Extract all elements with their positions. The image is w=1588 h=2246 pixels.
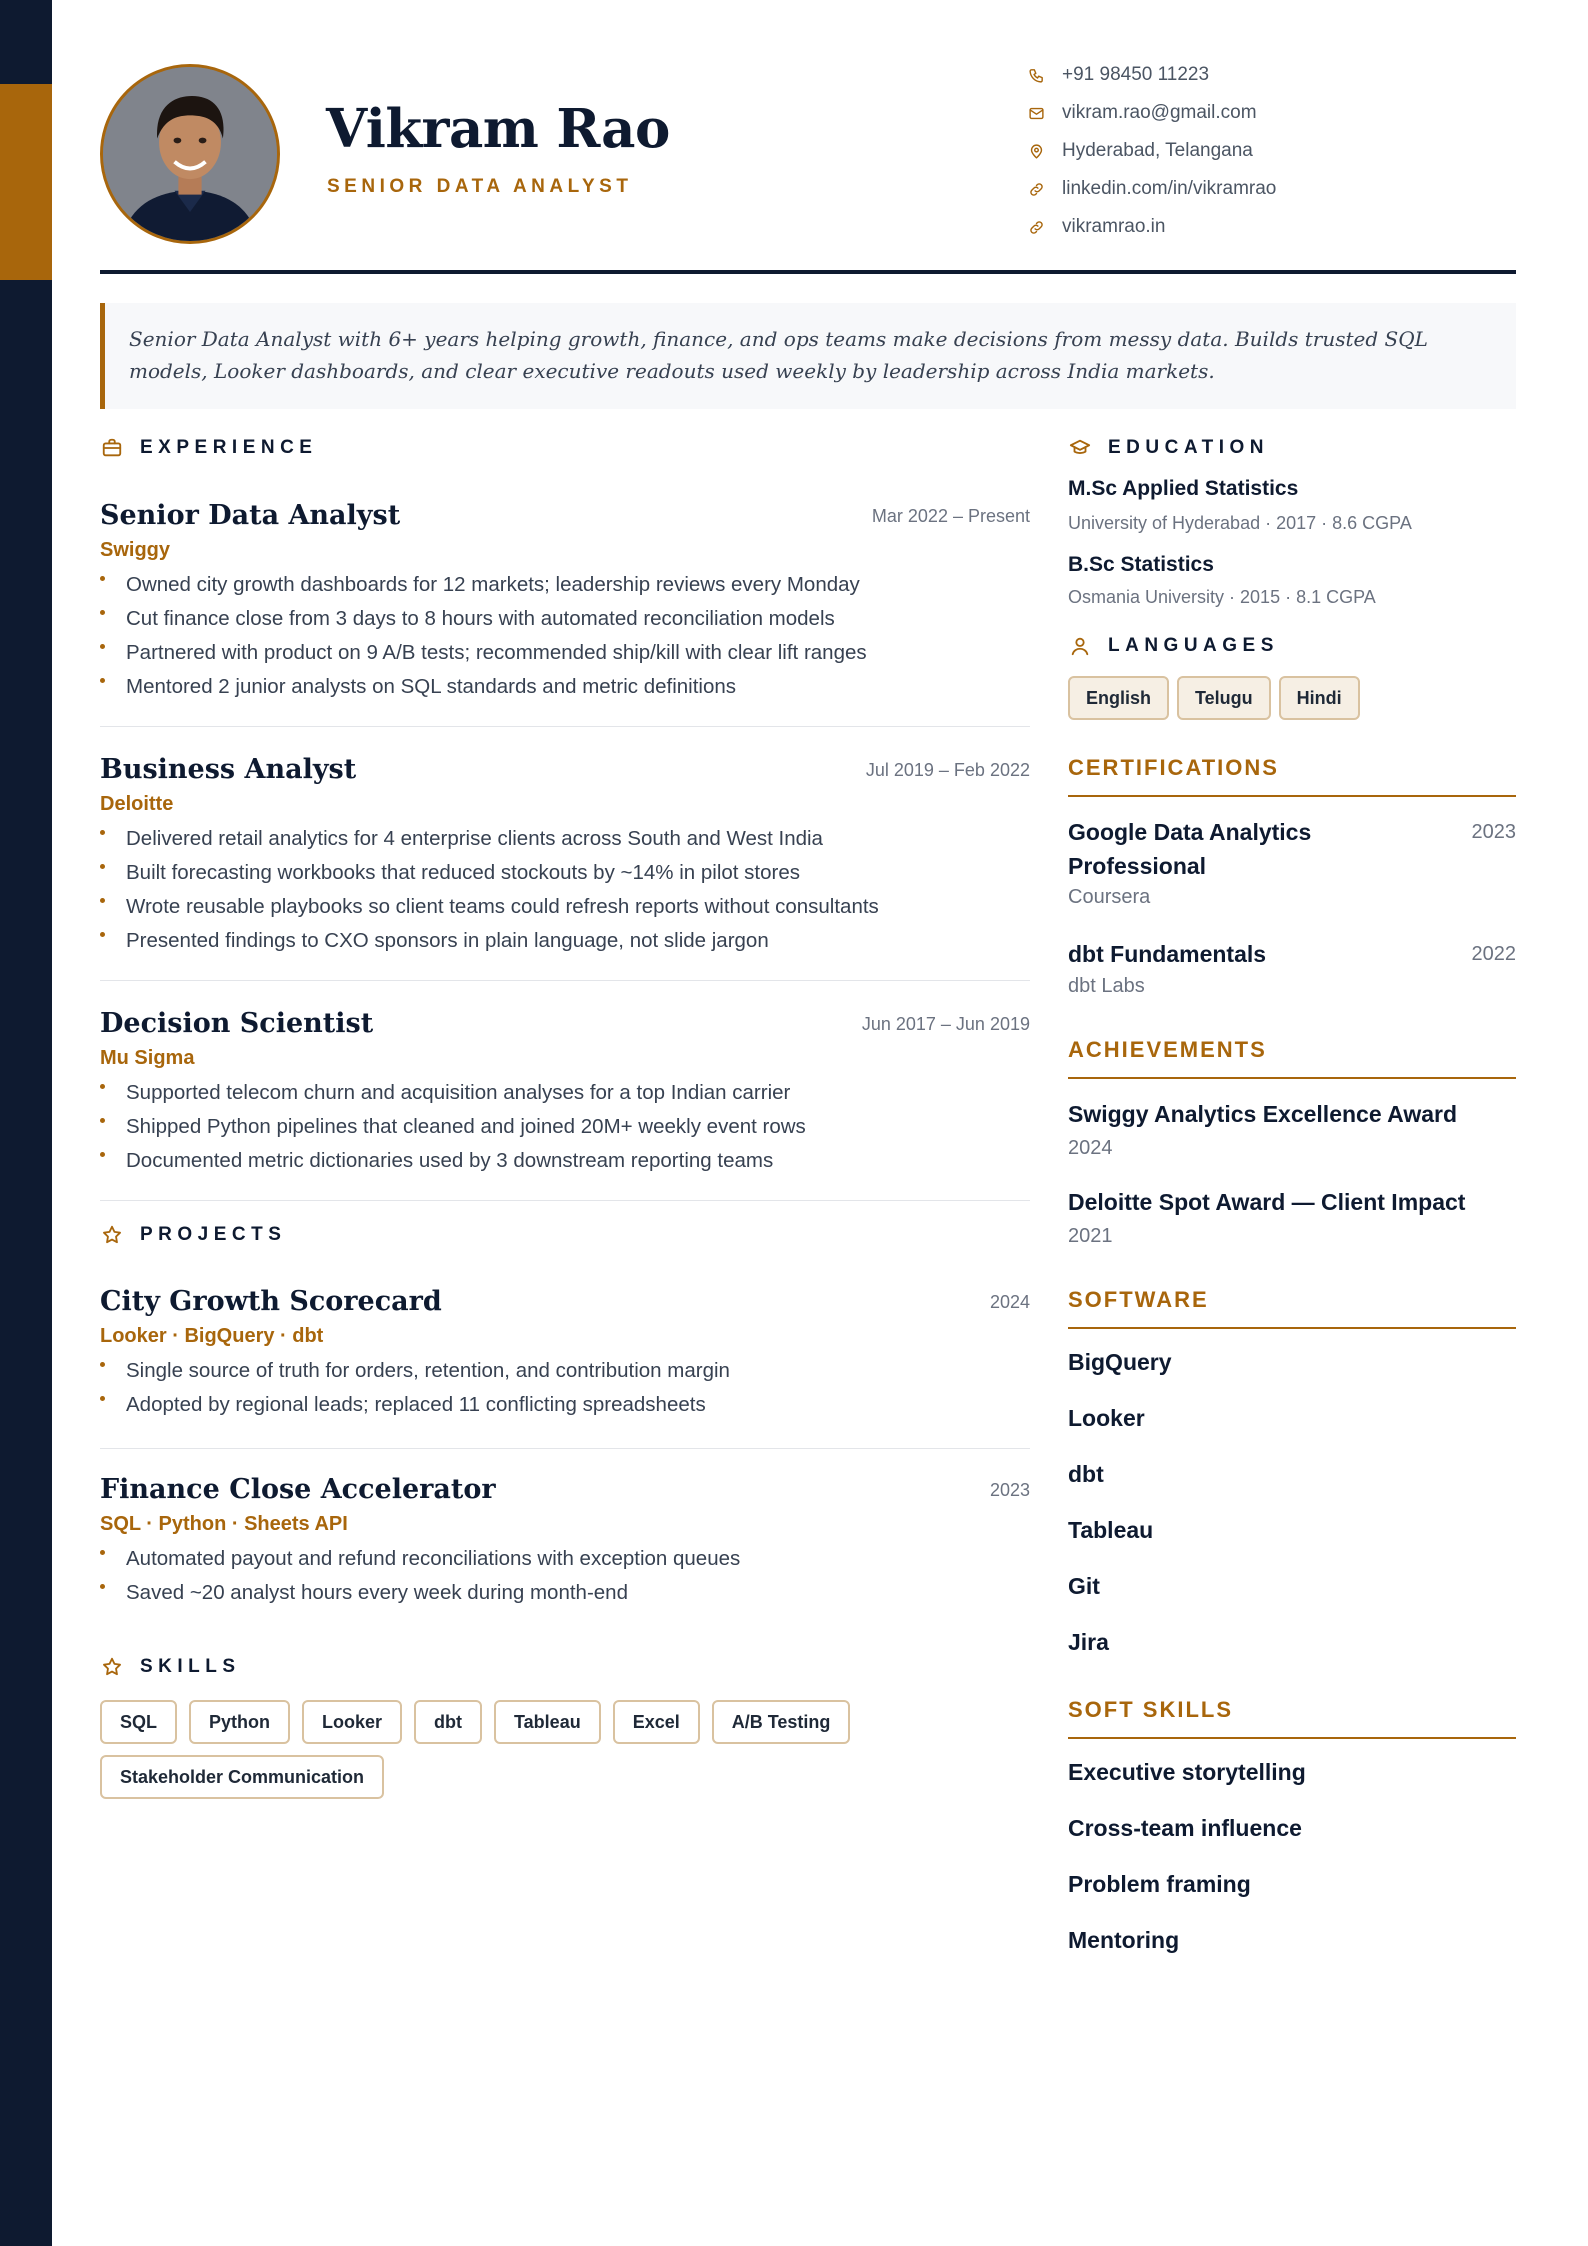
bullet-item bbox=[100, 636, 1030, 670]
graduation-cap-icon bbox=[1068, 436, 1092, 460]
software-item: Tableau bbox=[1068, 1517, 1154, 1543]
project-year: 2023 bbox=[989, 1480, 1030, 1500]
bullet-item bbox=[100, 1354, 1030, 1388]
job-company: Deloitte bbox=[100, 793, 174, 815]
skill-chip: dbt bbox=[414, 1700, 482, 1744]
bullet-item bbox=[100, 670, 1030, 704]
bullet-item bbox=[100, 856, 1030, 890]
bullet-dot bbox=[100, 576, 105, 581]
skill-chip: SQL bbox=[100, 1700, 177, 1744]
achievement-year: 2024 bbox=[1068, 1137, 1113, 1159]
skill-chip: Looker bbox=[302, 1700, 402, 1744]
education-meta: Osmania University · 2015 · 8.1 CGPA bbox=[1068, 587, 1376, 607]
bullet-text: Mentored 2 junior analysts on SQL standards and metric definitions bbox=[126, 675, 737, 698]
education-degree: M.Sc Applied Statistics bbox=[1068, 477, 1299, 500]
achievement-name: Swiggy Analytics Excellence Award bbox=[1068, 1101, 1458, 1127]
contact-phone[interactable] bbox=[1026, 56, 1426, 94]
bullet-text: Automated payout and refund reconciliations with exception queues bbox=[126, 1547, 741, 1570]
bullet-dot bbox=[100, 678, 105, 683]
job-date: Jul 2019 – Feb 2022 bbox=[865, 760, 1030, 780]
phone-icon bbox=[1026, 65, 1046, 85]
project-bullets bbox=[100, 1354, 1030, 1422]
bullet-dot bbox=[100, 1118, 105, 1123]
job-bullets bbox=[100, 822, 1030, 958]
job-title: Business Analyst bbox=[100, 754, 357, 785]
bullet-text: Supported telecom churn and acquisition analyses for a top Indian carrier bbox=[126, 1081, 791, 1104]
certifications-heading bbox=[1068, 755, 1516, 797]
software-item: Looker bbox=[1068, 1405, 1145, 1431]
contact-location-text: Hyderabad, Telangana bbox=[1062, 140, 1253, 161]
skill-chip: Tableau bbox=[494, 1700, 601, 1744]
skill-chip-list bbox=[100, 1700, 1030, 1799]
header-divider bbox=[100, 270, 1516, 274]
language-list bbox=[1068, 676, 1360, 720]
bullet-text: Single source of truth for orders, retention, and contribution margin bbox=[126, 1359, 730, 1382]
experience-entry bbox=[100, 1008, 1030, 1178]
project-title: Finance Close Accelerator bbox=[100, 1474, 496, 1505]
project-entry bbox=[100, 1474, 1030, 1610]
achievements-rule bbox=[1068, 1077, 1516, 1079]
summary-text: Senior Data Analyst with 6+ years helping growth, finance, and ops teams make decisions from messy data. Builds trusted SQL models, Looker dashboards, and clear executive readouts used weekly by leadership across India markets. bbox=[129, 327, 1428, 383]
job-title: Senior Data Analyst bbox=[100, 500, 401, 531]
certification-name: dbt Fundamentals bbox=[1068, 941, 1267, 967]
project-title: City Growth Scorecard bbox=[100, 1286, 442, 1317]
languages-heading bbox=[1068, 634, 1279, 658]
contact-phone-text: +91 98450 11223 bbox=[1062, 64, 1210, 85]
bullet-text: Wrote reusable playbooks so client teams could refresh reports without consultants bbox=[126, 895, 879, 918]
skill-chip: A/B Testing bbox=[712, 1700, 851, 1744]
certification-issuer: Coursera bbox=[1068, 886, 1151, 908]
bullet-dot bbox=[100, 830, 105, 835]
bullet-dot bbox=[100, 1584, 105, 1589]
job-bullets bbox=[100, 568, 1030, 704]
certification-issuer: dbt Labs bbox=[1068, 975, 1145, 997]
language-chip: English bbox=[1068, 676, 1169, 720]
bullet-item bbox=[100, 1388, 1030, 1422]
job-company: Mu Sigma bbox=[100, 1047, 195, 1069]
star-icon bbox=[100, 1655, 124, 1679]
star-icon bbox=[100, 1223, 124, 1247]
bullet-item bbox=[100, 568, 1030, 602]
person-icon bbox=[1068, 634, 1092, 658]
contact-linkedin[interactable] bbox=[1026, 170, 1426, 208]
project-bullets bbox=[100, 1542, 1030, 1610]
side-band bbox=[0, 0, 52, 2246]
bullet-dot bbox=[100, 610, 105, 615]
bullet-text: Partnered with product on 9 A/B tests; recommended ship/kill with clear lift ranges bbox=[126, 641, 867, 664]
job-title: Decision Scientist bbox=[100, 1008, 374, 1039]
certification-year: 2022 bbox=[1471, 943, 1516, 965]
candidate-role: SENIOR DATA ANALYST bbox=[327, 176, 633, 197]
certifications-heading-text: CERTIFICATIONS bbox=[1068, 755, 1279, 780]
education-heading bbox=[1068, 436, 1269, 460]
resume-page bbox=[100, 0, 1516, 2246]
side-accent-bar bbox=[0, 84, 52, 280]
profile-photo bbox=[103, 67, 277, 241]
bullet-dot bbox=[100, 898, 105, 903]
bullet-text: Saved ~20 analyst hours every week during month-end bbox=[126, 1581, 628, 1604]
job-company: Swiggy bbox=[100, 539, 171, 561]
bullet-text: Adopted by regional leads; replaced 11 conflicting spreadsheets bbox=[126, 1393, 706, 1416]
contact-email-text: vikram.rao@gmail.com bbox=[1062, 102, 1257, 123]
location-pin-icon bbox=[1026, 141, 1046, 161]
project-stack: SQL · Python · Sheets API bbox=[100, 1513, 348, 1535]
software-item: Jira bbox=[1068, 1629, 1109, 1655]
contact-website-text: vikramrao.in bbox=[1062, 216, 1166, 237]
certifications-rule bbox=[1068, 795, 1516, 797]
bullet-item bbox=[100, 1576, 1030, 1610]
bullet-dot bbox=[100, 1362, 105, 1367]
skill-chip: Stakeholder Communication bbox=[100, 1755, 384, 1799]
experience-heading bbox=[100, 436, 317, 460]
project-entry bbox=[100, 1286, 1030, 1422]
bullet-text: Owned city growth dashboards for 12 markets; leadership reviews every Monday bbox=[126, 573, 860, 596]
link-icon bbox=[1026, 179, 1046, 199]
candidate-name: Vikram Rao bbox=[326, 98, 670, 160]
contact-website[interactable] bbox=[1026, 208, 1426, 246]
summary-block bbox=[100, 303, 1516, 409]
software-rule bbox=[1068, 1327, 1516, 1329]
soft-skill-item: Mentoring bbox=[1068, 1927, 1180, 1953]
contact-list bbox=[1026, 56, 1426, 246]
projects-heading-text: PROJECTS bbox=[140, 1224, 287, 1245]
job-date: Mar 2022 – Present bbox=[871, 506, 1030, 526]
contact-email[interactable] bbox=[1026, 94, 1426, 132]
software-item: BigQuery bbox=[1068, 1349, 1172, 1375]
bullet-item bbox=[100, 1110, 1030, 1144]
bullet-item bbox=[100, 1076, 1030, 1110]
project-stack: Looker · BigQuery · dbt bbox=[100, 1325, 324, 1347]
bullet-dot bbox=[100, 644, 105, 649]
experience-entry bbox=[100, 754, 1030, 958]
achievements-heading-text: ACHIEVEMENTS bbox=[1068, 1037, 1267, 1062]
skill-chip: Excel bbox=[613, 1700, 700, 1744]
software-heading bbox=[1068, 1287, 1516, 1329]
bullet-text: Delivered retail analytics for 4 enterprise clients across South and West India bbox=[126, 827, 823, 850]
briefcase-icon bbox=[100, 436, 124, 460]
entry-divider bbox=[100, 980, 1030, 981]
experience-heading-text: EXPERIENCE bbox=[140, 437, 318, 458]
bullet-item bbox=[100, 1144, 1030, 1178]
software-heading-text: SOFTWARE bbox=[1068, 1287, 1209, 1312]
job-bullets bbox=[100, 1076, 1030, 1178]
bullet-dot bbox=[100, 1396, 105, 1401]
entry-divider bbox=[100, 1448, 1030, 1449]
bullet-text: Documented metric dictionaries used by 3 downstream reporting teams bbox=[126, 1149, 774, 1172]
job-date: Jun 2017 – Jun 2019 bbox=[861, 1014, 1030, 1034]
bullet-dot bbox=[100, 932, 105, 937]
soft-skills-rule bbox=[1068, 1737, 1516, 1739]
avatar bbox=[100, 64, 280, 244]
bullet-text: Cut finance close from 3 days to 8 hours with automated reconciliation models bbox=[126, 607, 835, 630]
language-chip: Telugu bbox=[1177, 676, 1271, 720]
contact-location bbox=[1026, 132, 1426, 170]
soft-skills-heading bbox=[1068, 1697, 1516, 1739]
skill-chip: Python bbox=[189, 1700, 290, 1744]
education-meta: University of Hyderabad · 2017 · 8.6 CGPA bbox=[1068, 513, 1412, 533]
languages-heading-text: LANGUAGES bbox=[1108, 635, 1279, 656]
soft-skill-item: Problem framing bbox=[1068, 1871, 1251, 1897]
entry-divider bbox=[100, 726, 1030, 727]
certification-year: 2023 bbox=[1471, 821, 1516, 843]
achievement-year: 2021 bbox=[1068, 1225, 1113, 1247]
bullet-text: Shipped Python pipelines that cleaned and joined 20M+ weekly event rows bbox=[126, 1115, 806, 1138]
achievements-heading bbox=[1068, 1037, 1516, 1079]
bullet-item bbox=[100, 924, 1030, 958]
bullet-dot bbox=[100, 1152, 105, 1157]
language-chip: Hindi bbox=[1279, 676, 1360, 720]
soft-skills-heading-text: SOFT SKILLS bbox=[1068, 1697, 1233, 1722]
bullet-item bbox=[100, 602, 1030, 636]
project-year: 2024 bbox=[989, 1292, 1030, 1312]
software-item: Git bbox=[1068, 1573, 1100, 1599]
bullet-dot bbox=[100, 864, 105, 869]
bullet-item bbox=[100, 1542, 1030, 1576]
entry-divider bbox=[100, 1200, 1030, 1201]
soft-skill-item: Executive storytelling bbox=[1068, 1759, 1306, 1785]
bullet-dot bbox=[100, 1084, 105, 1089]
contact-linkedin-text: linkedin.com/in/vikramrao bbox=[1062, 178, 1277, 199]
skills-heading-text: SKILLS bbox=[140, 1656, 241, 1677]
mail-icon bbox=[1026, 103, 1046, 123]
bullet-text: Built forecasting workbooks that reduced stockouts by ~14% in pilot stores bbox=[126, 861, 801, 884]
bullet-item bbox=[100, 822, 1030, 856]
experience-entry bbox=[100, 500, 1030, 704]
bullet-dot bbox=[100, 1550, 105, 1555]
software-item: dbt bbox=[1068, 1461, 1104, 1487]
bullet-item bbox=[100, 890, 1030, 924]
skills-heading bbox=[100, 1655, 241, 1679]
education-heading-text: EDUCATION bbox=[1108, 437, 1270, 458]
bullet-text: Presented findings to CXO sponsors in plain language, not slide jargon bbox=[126, 929, 769, 952]
projects-heading bbox=[100, 1223, 286, 1247]
achievement-name: Deloitte Spot Award — Client Impact bbox=[1068, 1189, 1466, 1215]
education-degree: B.Sc Statistics bbox=[1068, 553, 1214, 576]
soft-skill-item: Cross-team influence bbox=[1068, 1815, 1302, 1841]
certification-name: Google Data Analytics Professional bbox=[1068, 819, 1312, 879]
link-icon bbox=[1026, 217, 1046, 237]
